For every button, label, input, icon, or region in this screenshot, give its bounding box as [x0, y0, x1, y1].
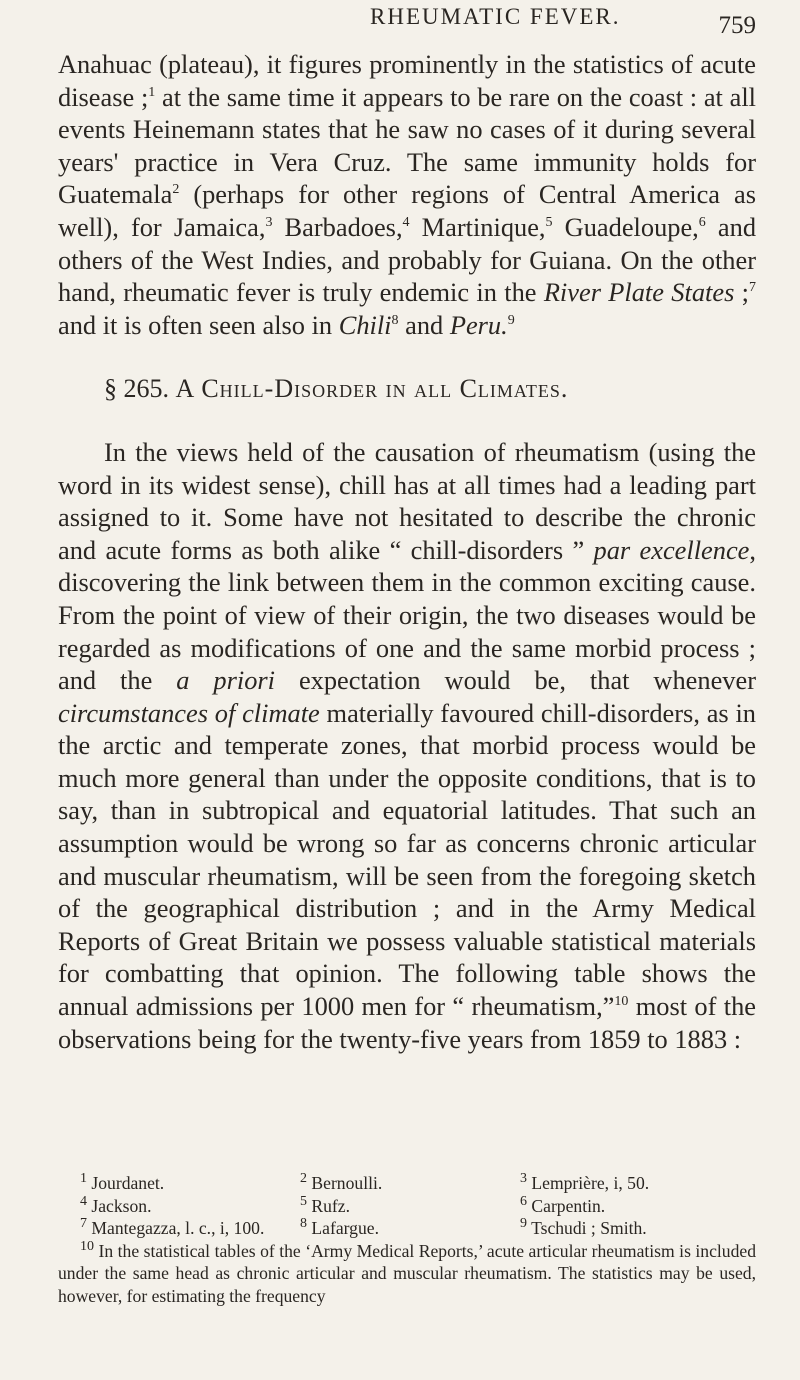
emphasis: circumstances of climate: [58, 697, 320, 728]
footnote-ref: 9: [507, 312, 515, 328]
footnote-ref: 3: [265, 215, 273, 231]
footnote: $^5$ Rufz.: [300, 1193, 350, 1216]
footnote-ref: 10: [614, 994, 629, 1010]
footnote-ref: 1: [148, 84, 156, 100]
footnote-long: $^{10}$ In the statistical tables of the ‘Army Medical Reports,’ acute articular rheumatism is included under the same head as chronic articular and muscular rheumatism. The statistics may be used, however, for estimating the frequency: [58, 1238, 756, 1306]
running-head: [58, 0, 756, 44]
footnote: $^4$ Jackson.: [80, 1193, 152, 1216]
footnote-ref: 5: [545, 215, 553, 231]
footnote: $^6$ Carpentin.: [520, 1193, 606, 1216]
section-number: § 265.: [104, 374, 169, 404]
footnote: $^3$ Lemprière, i, 50.: [520, 1171, 650, 1193]
footnote: $^2$ Bernoulli.: [300, 1171, 383, 1193]
paragraph-continued: Anahuac (plateau), it figures prominently in the statistics of acute disease ;$^1$ at the same time it appears to be rare on the coast : at all events Heinemann states that he saw no cases of it during several years' practice in Vera Cruz. The same immunity holds for Guatemala$^2$ (perhaps for other regions of Central America as well), for Jamaica,$^3$ Barbadoes,$^4$ Martinique,$^5$ Guadeloupe,$^6$ and others of the West Indies, and probably for Guiana. On the other hand, rheumatic fever is truly endemic in the River Plate States ;$^7$ and it is often seen also in Chili$^8$ and Peru.$^9$: [58, 49, 757, 340]
section-title: A Chill-Disorder in all Climates.: [175, 374, 569, 404]
section-heading: [58, 373, 756, 406]
page-number: 759: [718, 12, 756, 39]
emphasis: River Plate States: [543, 277, 735, 308]
footnote-ref: 8: [391, 312, 399, 328]
footnote-ref: 2: [172, 182, 180, 198]
running-title: RHEUMATIC FEVER.: [370, 4, 621, 29]
footnotes: [58, 1172, 756, 1308]
emphasis: a priori: [176, 665, 275, 696]
footnote-ref: 6: [698, 215, 706, 231]
emphasis: Chili: [338, 309, 392, 340]
emphasis: par excellence: [593, 534, 750, 565]
footnote-ref: 7: [749, 280, 756, 296]
footnote: $^9$ Tschudi ; Smith.: [520, 1216, 647, 1239]
footnote: $^7$ Mantegazza, l. c., i, 100.: [80, 1216, 265, 1239]
footnote-list: [58, 1172, 756, 1240]
emphasis: Peru.: [449, 309, 508, 340]
footnote: $^8$ Lafargue.: [300, 1216, 379, 1239]
footnote-ref: 4: [402, 215, 410, 231]
footnote: $^1$ Jourdanet.: [80, 1171, 165, 1193]
body-text: [58, 48, 756, 1055]
paragraph: In the views held of the causation of rheumatism (using the word in its widest sense), chill has at all times had a leading part assigned to it. Some have not hesitated to describe the chronic and acute forms as both alike “ chill-disorders ” par excellence, discovering the link between them in the common exciting cause. From the point of view of their origin, the two diseases would be regarded as modifications of one and the same morbid process ; and the a priori expectation would be, that whenever circumstances of climate materially favoured chill-disorders, as in the arctic and temperate zones, that morbid process would be much more general than under the opposite conditions, that is to say, than in subtropical and equatorial latitudes. That such an assumption would be wrong so far as concerns chronic articular and muscular rheumatism, will be seen from the foregoing sketch of the geographical distribution ; and in the Army Medical Reports of Great Britain we possess valuable statistical materials for combatting that opinion. The following table shows the annual admissions per 1000 men for “ rheumatism,”$^{10}$ most of the observations being for the twenty-five years from 1859 to 1883 :: [58, 436, 757, 1054]
